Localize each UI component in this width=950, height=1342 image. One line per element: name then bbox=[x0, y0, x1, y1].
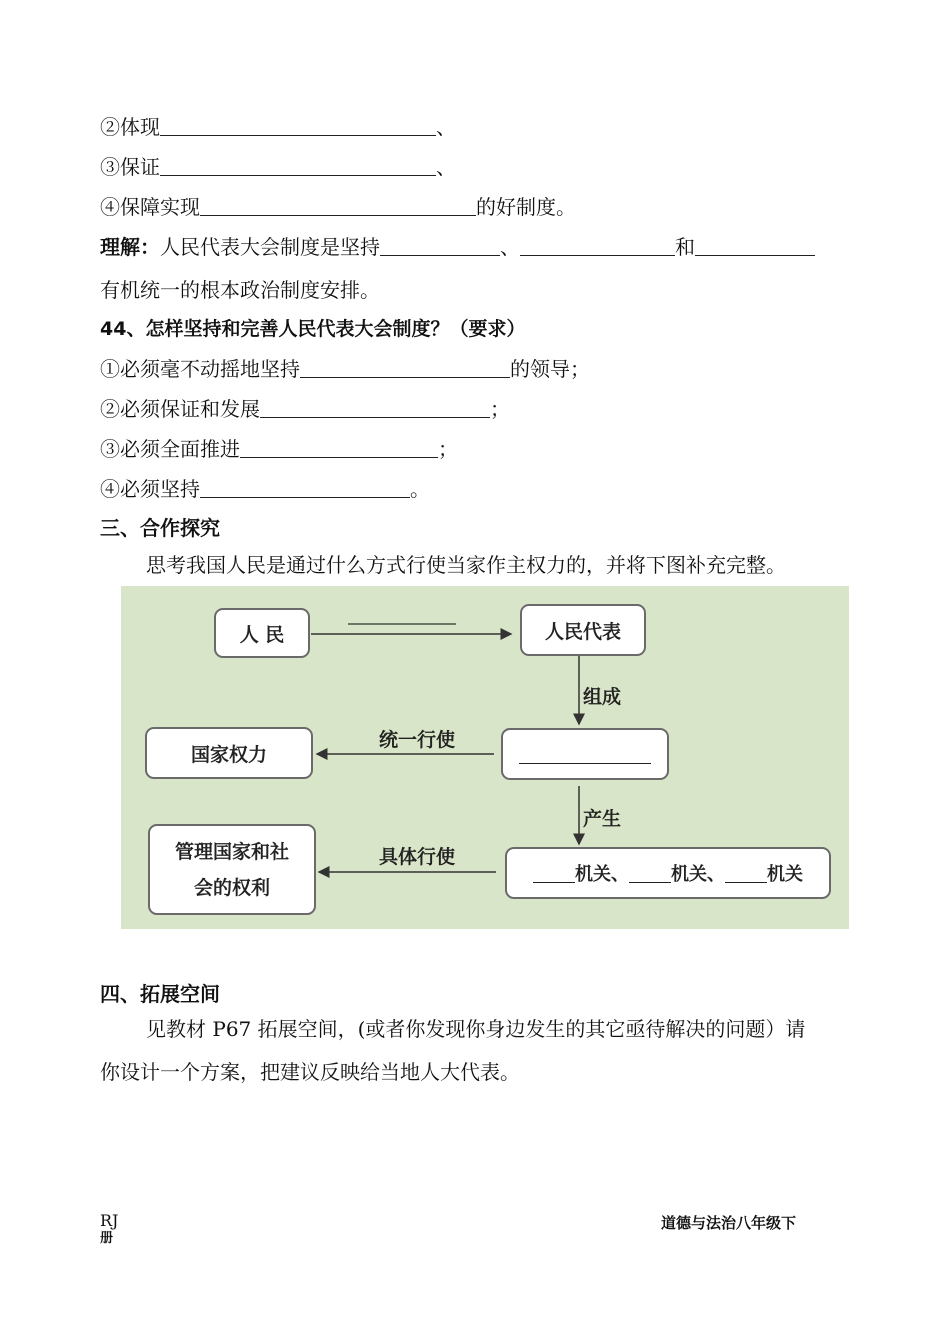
section-4-paragraph-line1: 见教材 P67 拓展空间，(或者你发现你身边发生的其它亟待解决的问题）请 bbox=[146, 1017, 806, 1041]
understanding-continued: 有机统一的根本政治制度安排。 bbox=[100, 278, 380, 302]
question-44-heading: 44、怎样坚持和完善人民代表大会制度？（要求） bbox=[100, 318, 526, 340]
organs-box: 机关 、 机关 、 机关 bbox=[505, 847, 831, 899]
unified-label: 统一行使 bbox=[379, 729, 456, 751]
blank-field[interactable] bbox=[519, 745, 651, 764]
requirement-4: ④必须坚持 。 bbox=[100, 477, 430, 501]
section-4-title: 四、拓展空间 bbox=[100, 982, 220, 1006]
blank-field[interactable] bbox=[629, 864, 671, 883]
item-3-line: ③保证 、 bbox=[100, 155, 456, 179]
people-box: 人 民 bbox=[214, 608, 310, 658]
item-2-line: ②体现 、 bbox=[100, 115, 456, 139]
requirement-3: ③必须全面推进 ； bbox=[100, 437, 458, 461]
item-4-line: ④保障实现 的好制度。 bbox=[100, 195, 576, 219]
organ-blank-box[interactable] bbox=[501, 728, 669, 780]
blank-field[interactable] bbox=[300, 357, 510, 378]
blank-field[interactable] bbox=[520, 235, 675, 256]
blank-field[interactable] bbox=[160, 155, 436, 176]
section-3-title: 三、合作探究 bbox=[100, 516, 220, 540]
footer-right: 道德与法治八年级下 bbox=[661, 1214, 797, 1232]
power-flow-diagram bbox=[121, 586, 849, 929]
footer-left: RJ 册 bbox=[100, 1211, 119, 1246]
blank-field[interactable] bbox=[380, 235, 500, 256]
compose-label: 组成 bbox=[583, 686, 622, 708]
deputies-box: 人民代表 bbox=[520, 604, 646, 656]
understanding-label: 理解： bbox=[100, 235, 160, 259]
blank-field[interactable] bbox=[695, 235, 815, 256]
section-3-prompt: 思考我国人民是通过什么方式行使当家作主权力的，并将下图补充完整。 bbox=[146, 553, 786, 577]
requirement-2: ②必须保证和发展 ； bbox=[100, 397, 510, 421]
blank-field[interactable] bbox=[240, 437, 438, 458]
blank-field[interactable] bbox=[260, 397, 490, 418]
requirement-1: ①必须毫不动摇地坚持 的领导； bbox=[100, 357, 590, 381]
blank-field[interactable] bbox=[200, 477, 410, 498]
produce-label: 产生 bbox=[583, 808, 622, 830]
state-power-box: 国家权力 bbox=[145, 727, 313, 779]
understanding-line: 理解：人民代表大会制度是坚持 、 和 bbox=[100, 233, 815, 261]
blank-field[interactable] bbox=[533, 864, 575, 883]
blank-field[interactable] bbox=[160, 115, 436, 136]
section-4-paragraph-line2: 你设计一个方案，把建议反映给当地人大代表。 bbox=[100, 1060, 520, 1084]
blank-field[interactable] bbox=[200, 195, 476, 216]
blank-field[interactable] bbox=[725, 864, 767, 883]
manage-rights-box: 管理国家和社 会的权利 bbox=[148, 824, 316, 915]
concrete-label: 具体行使 bbox=[379, 846, 456, 868]
